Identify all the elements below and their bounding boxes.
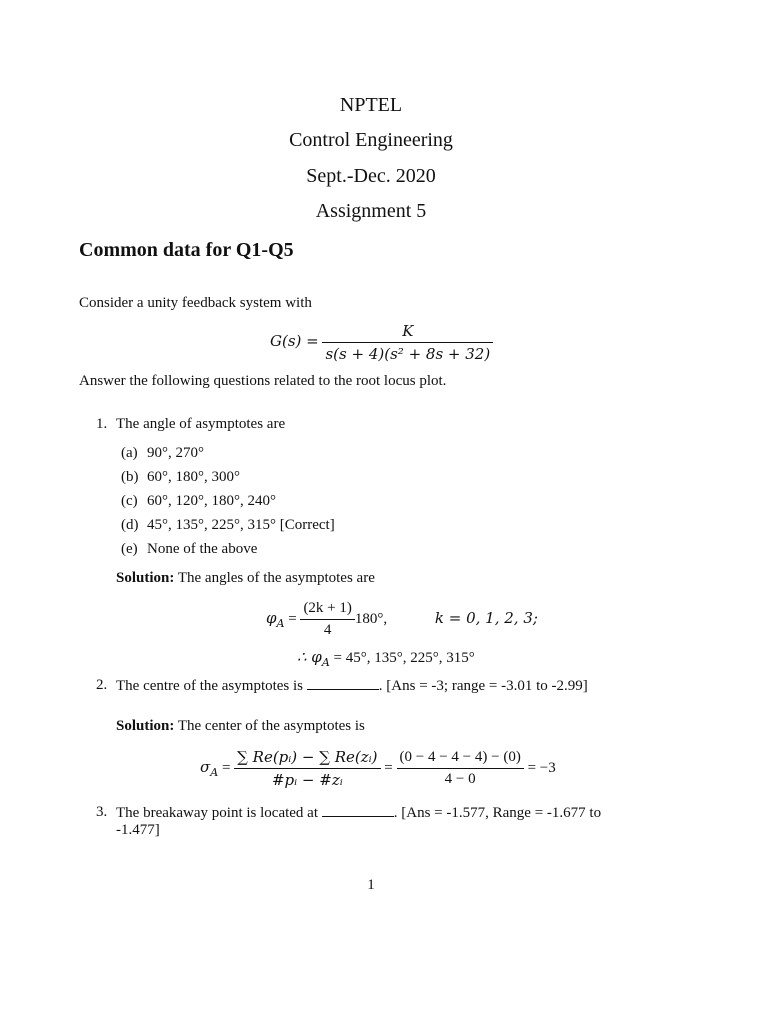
q2-question	[116, 677, 588, 695]
eq2-rest: = 45°, 135°, 225°, 315°	[333, 650, 475, 666]
option-label: (b)	[121, 469, 139, 485]
q1-option-d	[121, 517, 335, 534]
q1-option-a	[121, 445, 204, 462]
q1-option-b	[121, 469, 240, 486]
gs-lhs: G(s) =	[270, 331, 319, 350]
q1-option-e	[121, 541, 257, 558]
option-label: (c)	[121, 493, 138, 509]
sigma-lhs: σ	[200, 757, 211, 776]
course-provider: NPTEL	[339, 94, 403, 116]
sigma-sub: A	[210, 765, 219, 779]
intro-after-text: Answer the following questions related to the root locus plot.	[79, 373, 447, 389]
solution-label: Solution:	[116, 718, 175, 734]
q2-question-before: The centre of the asymptotes is	[116, 678, 304, 694]
centre-f1-numerator: ∑ Re(pᵢ) − ∑ Re(zᵢ)	[234, 748, 380, 769]
answer-blank	[322, 804, 394, 817]
page-number: 1	[367, 877, 375, 893]
centre-f1-denominator: #pᵢ − #zᵢ	[271, 771, 343, 789]
eq1-fraction	[300, 600, 354, 639]
q3-question-before: The breakaway point is located at	[116, 805, 319, 821]
option-label: (d)	[121, 517, 139, 533]
centre-result: = −3	[527, 759, 556, 776]
eq1-k-values: k = 0, 1, 2, 3;	[434, 608, 538, 627]
q1-option-c	[121, 493, 276, 510]
option-text: 60°, 180°, 300°	[147, 469, 240, 485]
q3-question	[116, 804, 601, 822]
asymptote-centre-equation: $\sigma_A$ = $\frac{\text{∑ Re(pᵢ) − ∑ Re(zᵢ)}}{\text{\#pᵢ − \#zᵢ}}$ = $\frac{(0 - 4 - 4 - 4) - (0)}{4 - 0}$ = −3	[200, 748, 556, 789]
q2-solution	[116, 718, 365, 735]
q3-question-after: . [Ans = -1.577, Range = -1.677 to	[393, 805, 602, 821]
gs-numerator: K	[322, 322, 493, 343]
option-label: (e)	[121, 541, 138, 557]
solution-label: Solution:	[116, 570, 175, 586]
asymptote-angle-result	[297, 648, 475, 669]
q1-question: The angle of asymptotes are	[116, 416, 286, 432]
eq1-numerator: (2k + 1)	[300, 600, 354, 620]
centre-fraction-1	[234, 748, 380, 789]
option-text: 90°, 270°	[147, 445, 204, 461]
course-term: Sept.-Dec. 2020	[306, 165, 436, 187]
q2-question-after: . [Ans = -3; range = -3.01 to -2.99]	[378, 678, 588, 694]
eq1-sub: A	[276, 616, 285, 630]
option-label: (a)	[121, 445, 138, 461]
centre-f2-denominator: 4 − 0	[444, 771, 476, 787]
intro-text: Consider a unity feedback system with	[79, 295, 312, 311]
gs-denominator: s(s + 4)(s² + 8s + 32)	[325, 345, 491, 363]
q1-number: 1.	[96, 416, 108, 432]
eq1-denominator: 4	[323, 622, 332, 638]
eq2-prefix: ∴ φ	[297, 648, 322, 666]
q3-number: 3.	[96, 804, 108, 820]
solution-text: The angles of the asymptotes are	[177, 570, 375, 586]
centre-f2-numerator: (0 − 4 − 4 − 4) − (0)	[397, 749, 524, 769]
transfer-function	[270, 322, 493, 363]
eq2-sub: A	[321, 656, 330, 669]
solution-text: The center of the asymptotes is	[177, 718, 365, 734]
gs-fraction	[322, 322, 493, 363]
eq1-after: 180°,	[354, 610, 388, 627]
eq1-lhs: φ	[266, 608, 277, 627]
asymptote-angle-equation: $\varphi_A$ = $\frac{(2k + 1)}{4}$ 180°, k = 0, 1, 2, 3;	[266, 600, 538, 638]
q2-number: 2.	[96, 677, 108, 693]
option-text: 60°, 120°, 180°, 240°	[147, 493, 276, 509]
option-text: None of the above	[147, 541, 258, 557]
assignment-title: Assignment 5	[315, 200, 427, 222]
q3-question-line2: -1.477]	[116, 822, 160, 838]
centre-fraction-2	[397, 749, 524, 788]
course-title: Control Engineering	[289, 129, 453, 151]
section-heading: Common data for Q1-Q5	[79, 239, 294, 261]
q1-solution	[116, 570, 375, 587]
answer-blank	[307, 677, 379, 690]
option-text: 45°, 135°, 225°, 315° [Correct]	[147, 517, 335, 533]
